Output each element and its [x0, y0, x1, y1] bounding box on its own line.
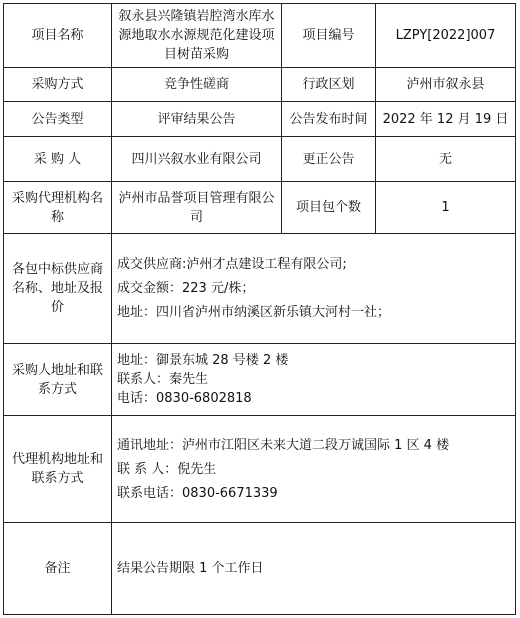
label-procure-method: 采购方式	[4, 68, 112, 102]
value-agency-contact	[112, 416, 516, 523]
value-project-no: LZPY[2022]007	[376, 4, 516, 68]
label-agency: 采购代理机构名称	[4, 182, 112, 234]
winner-supplier: 成交供应商:泸州才点建设工程有限公司;	[117, 257, 347, 272]
label-winner: 各包中标供应商名称、地址及报价	[4, 234, 112, 344]
row-notice-type	[4, 102, 516, 137]
purchaser-address: 地址：御景东城 28 号楼 2 楼	[117, 353, 289, 368]
label-purchaser-contact: 采购人地址和联系方式	[4, 344, 112, 416]
row-remark	[4, 523, 516, 615]
row-purchaser	[4, 137, 516, 182]
label-correction: 更正公告	[282, 137, 376, 182]
label-publish-time: 公告发布时间	[282, 102, 376, 137]
value-notice-type: 评审结果公告	[112, 102, 282, 137]
value-project-name: 叙永县兴隆镇岩腔湾水库水源地取水水源规范化建设项目树苗采购	[112, 4, 282, 68]
label-region: 行政区划	[282, 68, 376, 102]
label-purchaser: 采 购 人	[4, 137, 112, 182]
value-winner	[112, 234, 516, 344]
row-winner	[4, 234, 516, 344]
row-agency-contact	[4, 416, 516, 523]
procurement-result-table	[3, 3, 516, 615]
value-package-count: 1	[376, 182, 516, 234]
agency-person: 联 系 人：倪先生	[117, 461, 217, 477]
label-project-name: 项目名称	[4, 4, 112, 68]
value-purchaser-contact	[112, 344, 516, 416]
value-procure-method: 竞争性磋商	[112, 68, 282, 102]
winner-amount: 成交金额：223 元/株；	[117, 281, 255, 296]
agency-address: 通讯地址：泸州市江阳区未来大道二段万诚国际 1 区 4 楼	[117, 437, 450, 453]
purchaser-phone: 电话：0830-6802818	[117, 391, 252, 406]
label-remark: 备注	[4, 523, 112, 615]
purchaser-person: 联系人：秦先生	[117, 372, 209, 387]
label-agency-contact: 代理机构地址和联系方式	[4, 416, 112, 523]
winner-address: 地址：四川省泸州市纳溪区新乐镇大河村一社；	[117, 305, 391, 320]
row-agency	[4, 182, 516, 234]
row-project-name	[4, 4, 516, 68]
value-purchaser: 四川兴叙水业有限公司	[112, 137, 282, 182]
value-agency: 泸州市品誉项目管理有限公司	[112, 182, 282, 234]
row-procure-method	[4, 68, 516, 102]
value-correction: 无	[376, 137, 516, 182]
value-region: 泸州市叙永县	[376, 68, 516, 102]
value-remark: 结果公告期限 1 个工作日	[112, 523, 516, 615]
label-project-no: 项目编号	[282, 4, 376, 68]
row-purchaser-contact	[4, 344, 516, 416]
label-package-count: 项目包个数	[282, 182, 376, 234]
value-publish-time: 2022 年 12 月 19 日	[376, 102, 516, 137]
agency-phone: 联系电话：0830-6671339	[117, 485, 278, 501]
label-notice-type: 公告类型	[4, 102, 112, 137]
